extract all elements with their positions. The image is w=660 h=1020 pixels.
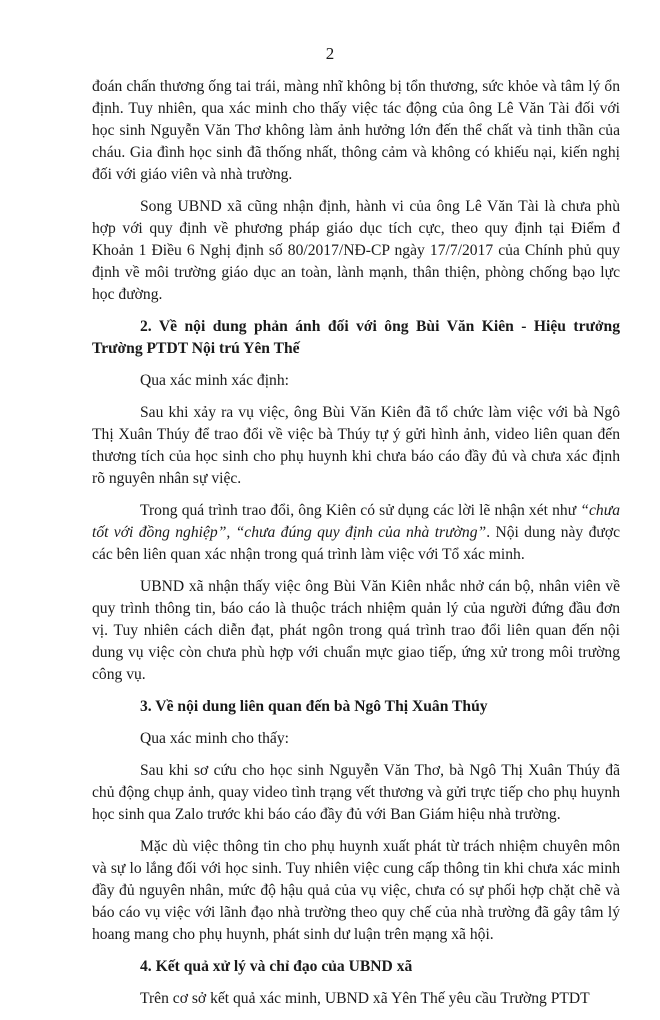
paragraph-ubnd-assessment: Song UBND xã cũng nhận định, hành vi của ông Lê Văn Tài là chưa phù hợp với quy định về phương pháp giáo dục tích cực, theo quy định tại Điểm đ Khoản 1 Điều 6 Nghị định số 80/2017/NĐ-CP ngày 17/7/2017 của Chính phủ quy định về môi trường giáo dục an toàn, lành mạnh, thân thiện, phòng chống bạo lực học đường. [92,198,620,303]
section-heading-2: 2. Về nội dung phản ánh đối với ông Bùi Văn Kiên - Hiệu trưởng Trường PTDT Nội trú Yên Thế [92,318,620,357]
page-number: 2 [325,44,335,63]
paragraph-verification-result: Qua xác minh cho thấy: [140,730,289,747]
remarks-quote: “chưa tốt với đồng nghiệp”, “chưa đúng quy định của nhà trường” [92,502,620,541]
remarks-lead-text: Trong quá trình trao đổi, ông Kiên có sử dụng các lời lẽ nhận xét như [140,502,581,519]
section-heading-3: 3. Về nội dung liên quan đến bà Ngô Thị Xuân Thúy [140,698,488,715]
paragraph-kien-meeting: Sau khi xảy ra vụ việc, ông Bùi Văn Kiên đã tổ chức làm việc với bà Ngô Thị Xuân Thúy để trao đổi về việc bà Thúy tự ý gửi hình ảnh, video liên quan đến thương tích của học sinh cho phụ huynh khi chưa báo cáo đầy đủ và chưa xác định rõ nguyên nhân sự việc. [92,404,620,487]
paragraph-thuy-assessment: Mặc dù việc thông tin cho phụ huynh xuất phát từ trách nhiệm chuyên môn và sự lo lắng đối với học sinh. Tuy nhiên việc cung cấp thông tin khi chưa xác minh đầy đủ nguyên nhân, mức độ hậu quả của vụ việc, chưa có sự phối hợp chặt chẽ và báo cáo vụ việc với lãnh đạo nhà trường theo quy chế của nhà trường đã gây tâm lý hoang mang cho phụ huynh, phát sinh dư luận trên mạng xã hội. [92,838,620,943]
section-heading-4: 4. Kết quả xử lý và chỉ đạo của UBND xã [140,958,413,975]
paragraph-verification-intro: Qua xác minh xác định: [140,372,289,389]
paragraph-thuy-action: Sau khi sơ cứu cho học sinh Nguyễn Văn Thơ, bà Ngô Thị Xuân Thúy đã chủ động chụp ảnh, quay video tình trạng vết thương và gửi trực tiếp cho phụ huynh học sinh qua Zalo trước khi báo cáo đầy đủ với Ban Giám hiệu nhà trường. [92,762,620,823]
paragraph-kien-remarks [92,500,620,566]
document-body [92,76,620,1020]
paragraph-continuation: đoán chấn thương ống tai trái, màng nhĩ không bị tổn thương, sức khỏe và tâm lý ổn định. Tuy nhiên, qua xác minh cho thấy việc tác động của ông Lê Văn Tài đối với học sinh Nguyễn Văn Thơ không làm ảnh hưởng lớn đến thể chất và tinh thần của cháu. Gia đình học sinh đã thống nhất, thông cảm và không có khiếu nại, kiến nghị đối với giáo viên và nhà trường. [92,78,620,183]
remarks-tail-text: . Nội dung này được các bên liên quan xác nhận trong quá trình làm việc với Tổ xác minh. [92,524,620,563]
paragraph-conclusion-start: Trên cơ sở kết quả xác minh, UBND xã Yên Thế yêu cầu Trường PTDT [140,990,590,1007]
paragraph-ubnd-kien-finding: UBND xã nhận thấy việc ông Bùi Văn Kiên nhắc nhở cán bộ, nhân viên về quy trình thông tin, báo cáo là thuộc trách nhiệm quản lý của người đứng đầu đơn vị. Tuy nhiên cách diễn đạt, phát ngôn trong quá trình trao đổi liên quan đến nội dung vụ việc còn chưa phù hợp với chuẩn mực giao tiếp, ứng xử trong môi trường công vụ. [92,578,620,683]
